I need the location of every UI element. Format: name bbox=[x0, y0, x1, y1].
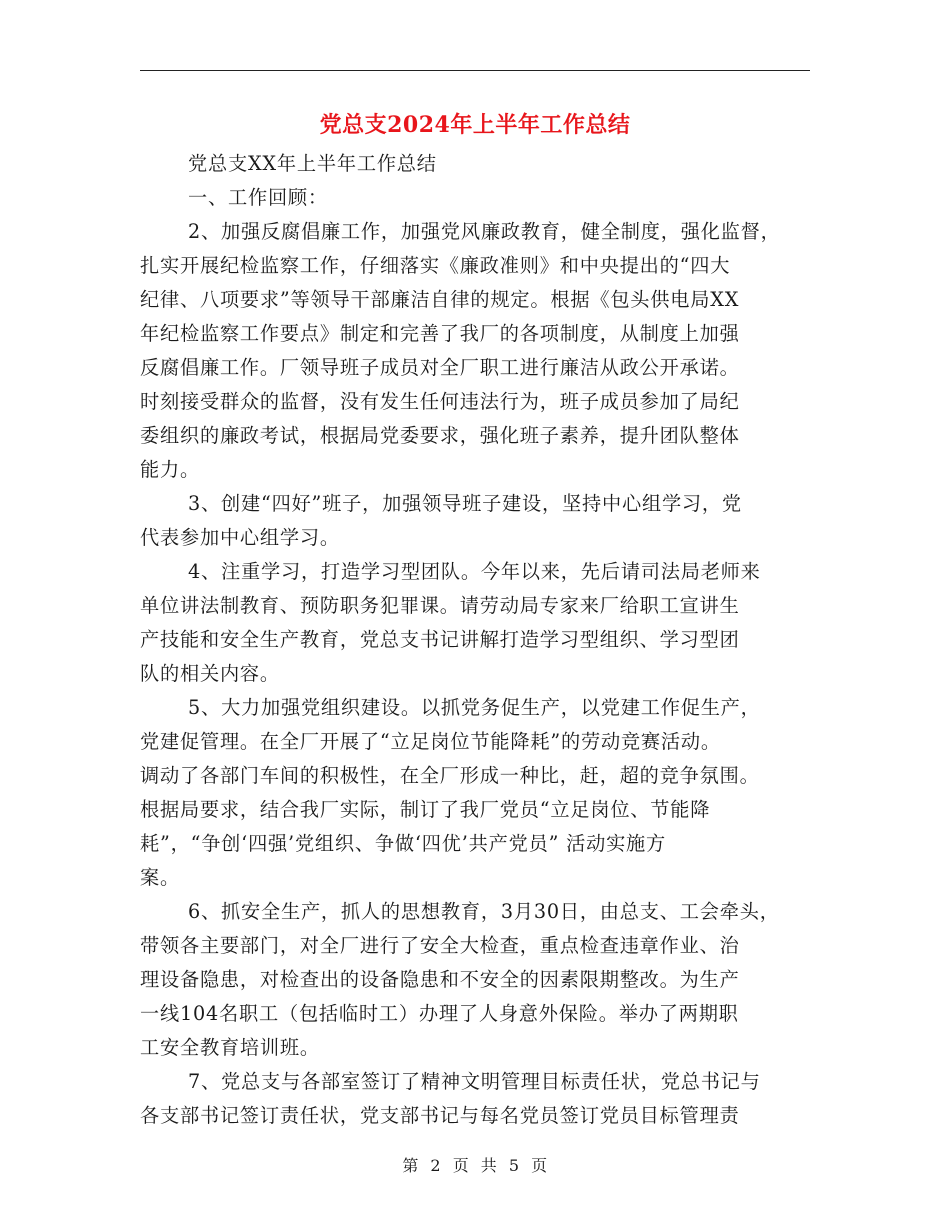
text-line: 理设备隐患，对检查出的设备隐患和不安全的因素限期整改。为生产 bbox=[140, 968, 740, 991]
text-line: 6、抓安全生产，抓人的思想教育，3月30日，由总支、工会牵头， bbox=[188, 900, 780, 923]
text-line: 代表参加中心组学习。 bbox=[140, 526, 340, 549]
text-line: 案。 bbox=[140, 866, 180, 889]
text-line: 产技能和安全生产教育，党总支书记讲解打造学习型组织、学习型团 bbox=[140, 628, 740, 651]
text-line: 根据局要求，结合我厂实际，制订了我厂党员“立足岗位、节能降 bbox=[140, 798, 711, 821]
text-line: 工安全教育培训班。 bbox=[140, 1036, 320, 1059]
text-line: 带领各主要部门，对全厂进行了安全大检查，重点检查违章作业、治 bbox=[140, 934, 740, 957]
text-line: 扎实开展纪检监察工作，仔细落实《廉政准则》和中央提出的“四大 bbox=[140, 254, 731, 277]
text-line: 时刻接受群众的监督，没有发生任何违法行为，班子成员参加了局纪 bbox=[140, 390, 740, 413]
text-line: 2、加强反腐倡廉工作，加强党风廉政教育，健全制度，强化监督， bbox=[188, 220, 781, 243]
text-line: 4、注重学习，打造学习型团队。今年以来，先后请司法局老师来 bbox=[188, 560, 761, 583]
page-footer: 第 2 页 共 5 页 bbox=[402, 1156, 548, 1175]
text-line: 委组织的廉政考试，根据局党委要求，强化班子素养，提升团队整体 bbox=[140, 424, 740, 447]
text-line: 党总支XX年上半年工作总结 bbox=[188, 152, 437, 175]
text-line: 一线104名职工（包括临时工）办理了人身意外保险。举办了两期职 bbox=[140, 1002, 739, 1025]
text-line: 反腐倡廉工作。厂领导班子成员对全厂职工进行廉洁从政公开承诺。 bbox=[140, 356, 740, 379]
text-line: 年纪检监察工作要点》制定和完善了我厂的各项制度，从制度上加强 bbox=[140, 322, 740, 345]
text-line: 各支部书记签订责任状，党支部书记与每名党员签订党员目标管理责 bbox=[140, 1104, 740, 1127]
document-title: 党总支2024年上半年工作总结 bbox=[319, 112, 631, 138]
text-line: 7、党总支与各部室签订了精神文明管理目标责任状，党总书记与 bbox=[188, 1070, 761, 1093]
text-line: 单位讲法制教育、预防职务犯罪课。请劳动局专家来厂给职工宣讲生 bbox=[140, 594, 740, 617]
text-line: 5、大力加强党组织建设。以抓党务促生产，以党建工作促生产， bbox=[188, 696, 761, 719]
text-line: 一、工作回顾： bbox=[188, 186, 328, 209]
text-line: 队的相关内容。 bbox=[140, 662, 280, 685]
text-line: 纪律、八项要求”等领导干部廉洁自律的规定。根据《包头供电局XX bbox=[140, 288, 740, 311]
text-line: 3、创建“四好”班子，加强领导班子建设，坚持中心组学习，党 bbox=[188, 492, 742, 515]
text-line: 党建促管理。在全厂开展了“立足岗位节能降耗”的劳动竞赛活动。 bbox=[140, 730, 721, 753]
header-rule bbox=[140, 70, 810, 71]
text-line: 调动了各部门车间的积极性，在全厂形成一种比，赶，超的竞争氛围。 bbox=[140, 764, 760, 787]
text-line: 能力。 bbox=[140, 458, 200, 481]
text-line: 耗”，“争创‘四强’党组织、争做‘四优’共产党员” 活动实施方 bbox=[140, 832, 667, 855]
